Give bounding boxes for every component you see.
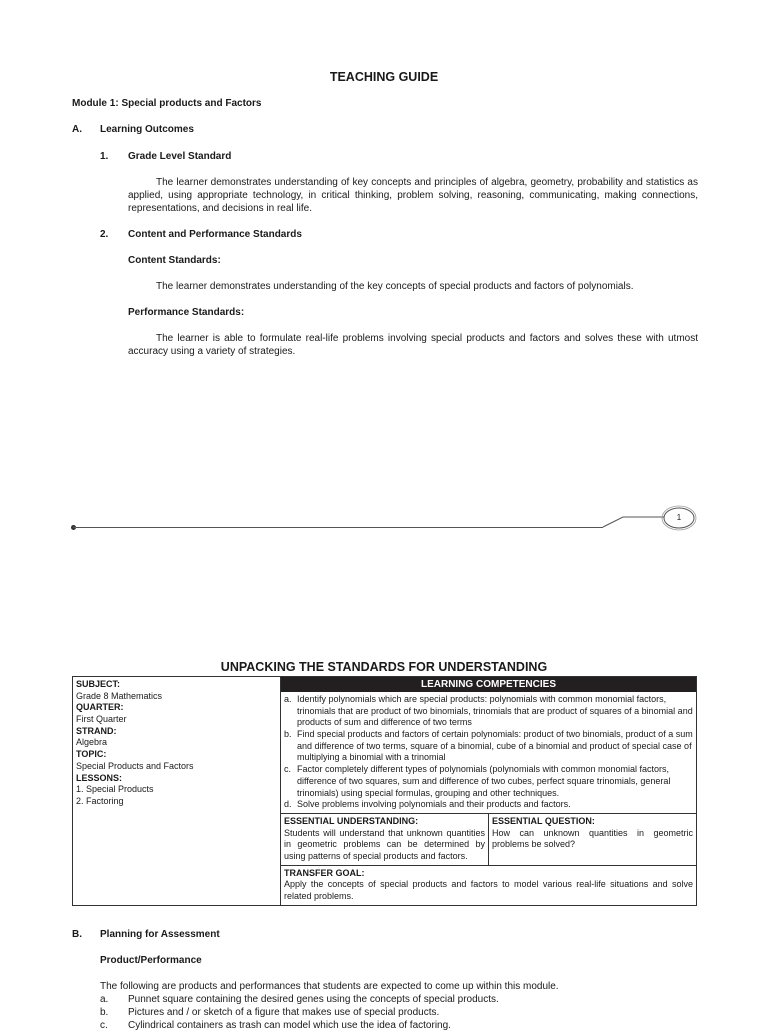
essential-question-label: ESSENTIAL QUESTION: — [492, 815, 595, 826]
transfer-goal-cell — [281, 865, 697, 905]
essential-understanding-label: ESSENTIAL UNDERSTANDING: — [284, 815, 419, 826]
lesson-item: 1. Special Products — [76, 784, 154, 795]
lesson-item: 2. Factoring — [76, 795, 124, 806]
grade-level-standard-text: The learner demonstrates understanding of key concepts and principles of algebra, geometry, probability and statistics as applied, using appropriate technology, in critical thinking, problem solving, reasoning, communicating, making connections, representations, and decisions in real life. — [128, 177, 698, 214]
quarter-value: First Quarter — [76, 714, 127, 725]
standards-table — [72, 676, 697, 906]
page-number: 1 — [676, 513, 682, 522]
transfer-goal-label: TRANSFER GOAL: — [284, 867, 365, 878]
item-1-number: 1. — [100, 151, 109, 162]
performance-standards-label: Performance Standards: — [128, 307, 245, 318]
page-title: TEACHING GUIDE — [329, 70, 439, 84]
competency-item: a. Identify polynomials which are special products: polynomials with common monomial factors, trinomials that are product of two binomials, trinomials that are product of squares of a binomial and products of sum and difference of two terms — [284, 694, 693, 728]
essential-understanding-cell — [281, 813, 489, 865]
topic-value: Special Products and Factors — [76, 760, 194, 771]
essential-question-cell — [489, 813, 697, 865]
lessons-list — [76, 784, 277, 807]
product-list-item: Cylindrical containers as trash can model which use the idea of factoring. — [128, 1020, 451, 1031]
competency-item: b. Find special products and factors of certain polynomials: product of two binomials, product of a sum and difference of two terms, square of a binomial, cube of a binomial and product of special case of multiplying a binomial with a trinomial — [284, 729, 693, 763]
performance-standards-text: The learner is able to formulate real-life problems involving special products and factors and solves these with utmost accuracy using a variety of strategies. — [128, 333, 698, 357]
strand-value: Algebra — [76, 737, 108, 748]
essential-question-text: How can unknown quantities in geometric problems be solved? — [492, 827, 693, 850]
product-list-item: Pictures and / or sketch of a figure that makes use of special products. — [128, 1007, 440, 1018]
product-performance-label: Product/Performance — [100, 955, 202, 966]
section-b-label: Planning for Assessment — [100, 929, 220, 940]
competencies-list — [281, 692, 696, 813]
topic-label: TOPIC: — [76, 749, 107, 760]
competencies-header: LEARNING COMPETENCIES — [281, 677, 696, 692]
unpacking-standards-title: UNPACKING THE STANDARDS FOR UNDERSTANDING — [220, 660, 548, 674]
essential-understanding-text: Students will understand that unknown quantities in geometric problems can be determined by using patterns of special products and factors. — [284, 827, 485, 861]
lessons-label: LESSONS: — [76, 772, 123, 783]
product-intro-text: The following are products and performances that students are expected to come up within this module. — [100, 981, 559, 992]
item-1-label: Grade Level Standard — [128, 151, 232, 162]
content-standards-text: The learner demonstrates understanding of the key concepts of special products and factors of polynomials. — [156, 281, 634, 292]
product-list-mark: c. — [100, 1020, 108, 1031]
product-list-item: Punnet square containing the desired genes using the concepts of special products. — [128, 994, 499, 1005]
subject-value: Grade 8 Mathematics — [76, 690, 163, 701]
page-divider — [73, 527, 603, 528]
subject-label: SUBJECT: — [76, 679, 121, 689]
product-list-mark: b. — [100, 1007, 109, 1018]
product-list-mark: a. — [100, 994, 109, 1005]
section-a-label: Learning Outcomes — [100, 124, 194, 135]
section-a-letter: A. — [72, 124, 82, 135]
competency-item: d. Solve problems involving polynomials and their products and factors. — [284, 799, 571, 810]
competency-item: c. Factor completely different types of polynomials (polynomials with common monomial factors, difference of two squares, sum and difference of two cubes, perfect square trinomials, general trinomials) using special formulas, grouping and other techniques. — [284, 764, 671, 798]
quarter-label: QUARTER: — [76, 702, 124, 713]
transfer-goal-text: Apply the concepts of special products and factors to model various real-life situations and solve related problems. — [284, 879, 693, 901]
subject-info-cell — [73, 677, 281, 906]
module-heading: Module 1: Special products and Factors — [72, 98, 262, 109]
competencies-cell — [281, 677, 697, 814]
content-standards-label: Content Standards: — [128, 255, 221, 266]
item-2-label: Content and Performance Standards — [128, 229, 302, 240]
strand-label: STRAND: — [76, 725, 117, 736]
section-b-letter: B. — [72, 929, 82, 940]
item-2-number: 2. — [100, 229, 109, 240]
